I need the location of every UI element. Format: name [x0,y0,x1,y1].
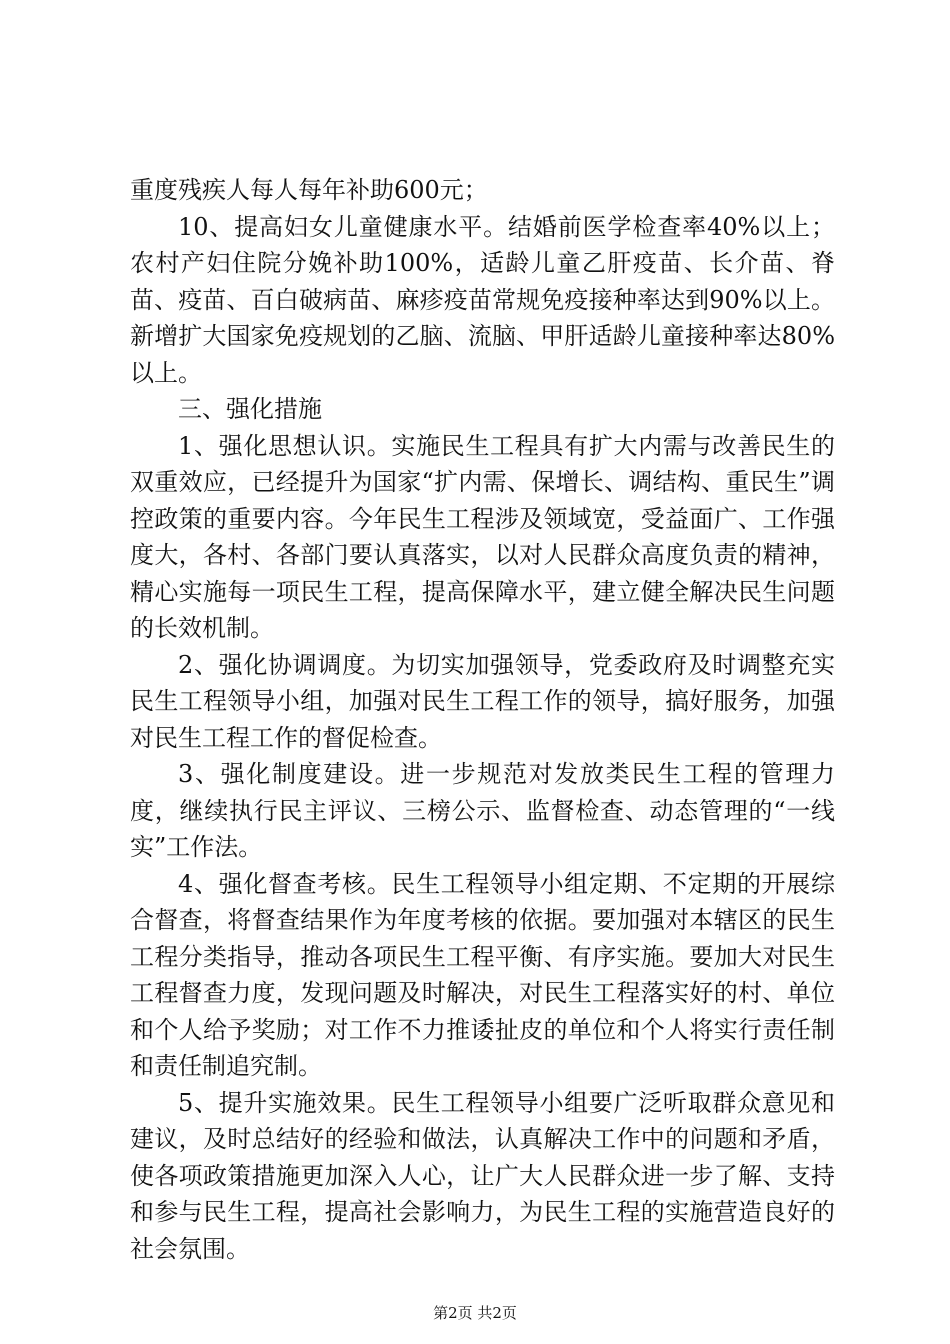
paragraph-measure-5: 5、提升实施效果。民生工程领导小组要广泛听取群众意见和建议，及时总结好的经验和做法，认真解决工作中的问题和矛盾，使各项政策措施更加深入人心，让广大人民群众进一步了解、支持和参与民生工程，提高社会影响力，为民生工程的实施营造良好的社会氛围。 [130,1088,835,1263]
section-heading-measures: 三、强化措施 [178,395,322,423]
paragraph-measure-2: 2、强化协调调度。为切实加强领导，党委政府及时调整充实民生工程领导小组，加强对民生工程工作的领导，搞好服务，加强对民生工程工作的督促检查。 [130,650,835,752]
page-number-footer: 第2页 共2页 [433,1304,517,1322]
paragraph-women-children-health: 10、提高妇女儿童健康水平。结婚前医学检查率40%以上；农村产妇住院分娩补助100%，适龄儿童乙肝疫苗、长介苗、脊苗、疫苗、百白破病苗、麻疹疫苗常规免疫接种率达到90%以上。新增扩大国家免疫规划的乙脑、流脑、甲肝适龄儿童接种率达80%以上。 [130,212,835,387]
document-body [130,172,835,1267]
paragraph-measure-3: 3、强化制度建设。进一步规范对发放类民生工程的管理力度，继续执行民主评议、三榜公示、监督检查、动态管理的“一线实”工作法。 [130,760,835,861]
paragraph-measure-4: 4、强化督查考核。民生工程领导小组定期、不定期的开展综合督查，将督查结果作为年度考核的依据。要加强对本辖区的民生工程分类指导，推动各项民生工程平衡、有序实施。要加大对民生工程督查力度，发现问题及时解决，对民生工程落实好的村、单位和个人给予奖励；对工作不力推诿扯皮的单位和个人将实行责任制和责任制追究制。 [130,869,835,1080]
paragraph-disability-subsidy: 重度残疾人每人每年补助600元； [130,176,488,204]
paragraph-measure-1: 1、强化思想认识。实施民生工程具有扩大内需与改善民生的双重效应，已经提升为国家“扩内需、保增长、调结构、重民生”调控政策的重要内容。今年民生工程涉及领域宽，受益面广、工作强度大，各村、各部门要认真落实，以对人民群众高度负责的精神，精心实施每一项民生工程，提高保障水平，建立健全解决民生问题的长效机制。 [130,431,835,642]
